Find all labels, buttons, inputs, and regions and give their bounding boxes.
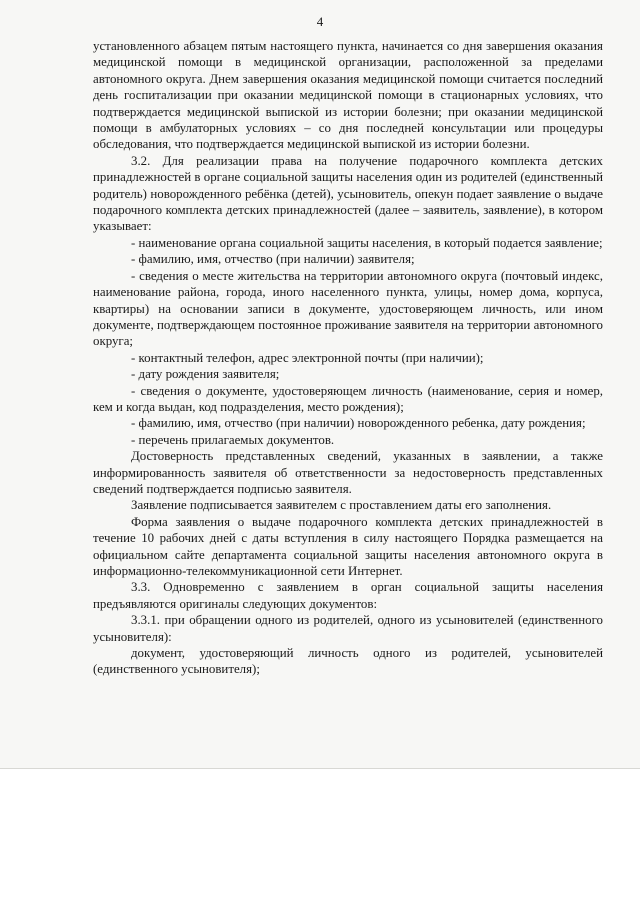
list-item-attachments: - перечень прилагаемых документов. xyxy=(131,432,335,447)
list-item-applicant-name: - фамилию, имя, отчество (при наличии) заявителя; xyxy=(131,252,415,267)
list-item-newborn-name: - фамилию, имя, отчество (при наличии) новорожденного ребенка, дату рождения; xyxy=(131,416,586,431)
document-body xyxy=(93,38,603,678)
paragraph-3-3: 3.3. Одновременно с заявлением в орган социальной защиты населения предъявляются оригиналы следующих документов: xyxy=(93,580,603,611)
page-number: 4 xyxy=(316,14,324,29)
list-item-birth-date: - дату рождения заявителя; xyxy=(131,367,280,382)
paragraph-3-3-1: 3.3.1. при обращении одного из родителей, одного из усыновителей (единственного усыновителя): xyxy=(93,613,603,644)
list-item-residence: - сведения о месте жительства на территории автономного округа (почтовый индекс, наименование района, города, иного населенного пункта, улицы, номер дома, корпуса, квартиры) на основании записи в документе, удостоверяющем личность, или ином документе, подтверждающем постоянное проживание заявителя на территории автономного округа; xyxy=(93,268,603,349)
paragraph-3-2: 3.2. Для реализации права на получение подарочного комплекта детских принадлежностей в органе социальной защиты населения один из родителей (единственный родитель) новорожденного ребёнка (детей), усыновитель, опекун подает заявление о выдаче подарочного комплекта детских принадлежностей (далее – заявитель, заявление), в котором указывает: xyxy=(93,153,603,234)
paragraph-id-document: документ, удостоверяющий личность одного из родителей, усыновителей (единственного усыновителя); xyxy=(93,646,603,677)
paragraph-reliability: Достоверность представленных сведений, указанных в заявлении, а также информированность заявителя об ответственности за недостоверность представленных сведений подтверждается подписью заявителя. xyxy=(93,449,603,496)
list-item-agency-name: - наименование органа социальной защиты населения, в который подается заявление; xyxy=(131,235,603,250)
list-item-contacts: - контактный телефон, адрес электронной почты (при наличии); xyxy=(131,350,484,365)
list-item-id-document: - сведения о документе, удостоверяющем личность (наименование, серия и номер, кем и когда выдан, код подразделения, место рождения); xyxy=(93,383,603,414)
paragraph-form: Форма заявления о выдаче подарочного комплекта детских принадлежностей в течение 10 рабочих дней с даты вступления в силу настоящего Порядка размещается на официальном сайте департамента социальной защиты населения автономного округа в информационно-телекоммуникационной сети Интернет. xyxy=(93,514,603,578)
paragraph-continuation: установленного абзацем пятым настоящего пункта, начинается со дня завершения оказания медицинской помощи в медицинской организации, расположенной за пределами автономного округа. Днем завершения оказания медицинской помощи считается последний день госпитализации при оказании медицинской помощи в стационарных условиях, что подтверждается медицинской выпиской из истории болезни; при оказании медицинской помощи в амбулаторных условиях – со дня последней консультации или процедуры обследования, что подтверждается медицинской выпиской из истории болезни. xyxy=(93,39,603,152)
paragraph-signature: Заявление подписывается заявителем с проставлением даты его заполнения. xyxy=(131,498,552,513)
